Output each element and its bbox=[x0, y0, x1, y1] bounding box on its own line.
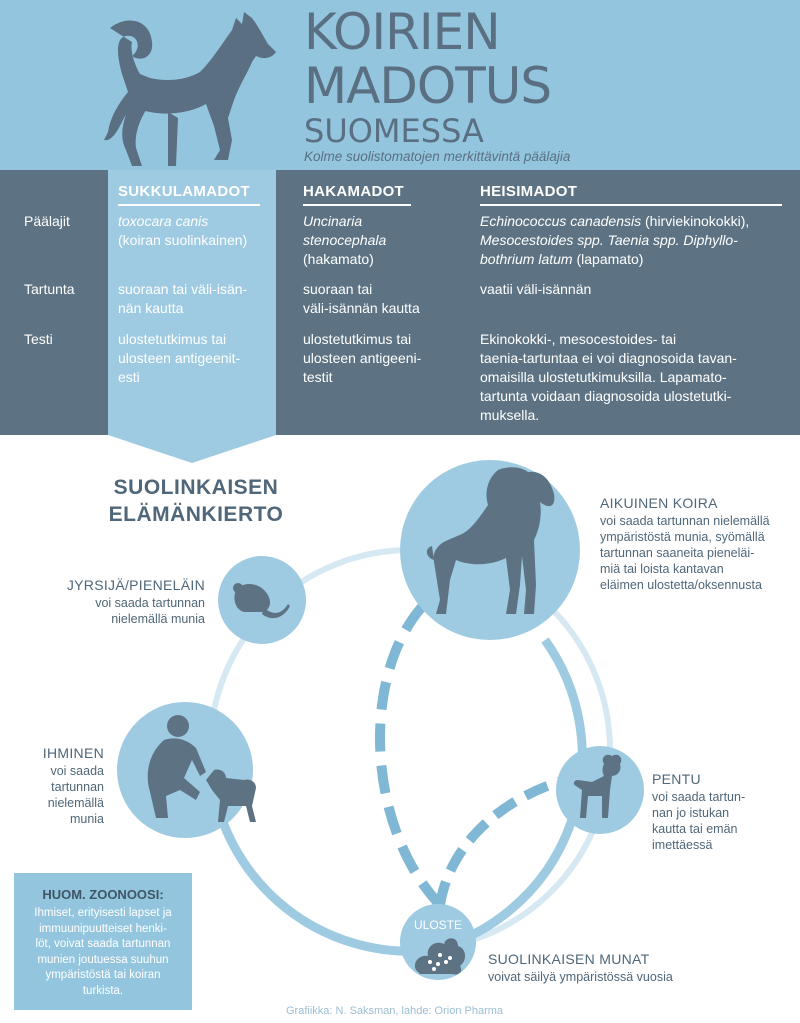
zoonosis-body bbox=[20, 906, 186, 999]
cell-text: vaatii väli-isännän bbox=[480, 281, 592, 297]
zoonosis-line: Ihmiset, erityisesti lapset ja bbox=[34, 907, 172, 919]
cell-text: tartunta voidaan diagnosoida ulostetutki- bbox=[480, 388, 732, 404]
adult-dog-line: voi saada tartunnan nielemällä bbox=[600, 514, 770, 528]
cell-text: nän kautta bbox=[118, 300, 184, 316]
zoonosis-line: immuunipuutteiset henki- bbox=[39, 922, 167, 935]
puppy-title: PENTU bbox=[652, 771, 701, 787]
subtitle: Kolme suolistomatojen merkittävintä päälajia bbox=[304, 149, 571, 164]
puppy-label bbox=[652, 770, 792, 853]
title-line-1: KOIRIEN bbox=[304, 3, 500, 61]
adult-dog-title: AIKUINEN KOIRA bbox=[600, 495, 718, 511]
rodent-label bbox=[40, 576, 205, 627]
lifecycle-title-line2: ELÄMÄNKIERTO bbox=[108, 503, 284, 526]
eggs-label bbox=[488, 950, 788, 985]
column-header-hakamadot: HAKAMADOT bbox=[303, 182, 411, 206]
column-header-sukkulamadot: SUKKULAMADOT bbox=[118, 182, 260, 206]
cell-text: ulostetutkimus tai bbox=[303, 331, 412, 347]
adult-dog-line: eläimen ulostetta/oksennusta bbox=[600, 578, 762, 592]
cell-text: suoraan tai väli-isän- bbox=[118, 281, 248, 297]
row-label-testi: Testi bbox=[24, 331, 53, 347]
cell-text: ulostetutkimus tai bbox=[118, 331, 227, 347]
adult-dog-line: miä tai loista kantavan bbox=[600, 562, 724, 576]
title-line-3: SUOMESSA bbox=[304, 112, 484, 150]
zoonosis-note bbox=[14, 873, 192, 1010]
cell-text: (hakamato) bbox=[303, 251, 374, 267]
cell-text: testit bbox=[303, 369, 333, 385]
cell-text: Ekinokokki-, mesocestoides- tai bbox=[480, 331, 677, 347]
lifecycle-title bbox=[96, 474, 296, 528]
cell-text: esti bbox=[118, 369, 140, 385]
credit-line: Grafiikka: N. Saksman, lahde: Orion Pharma bbox=[286, 1005, 504, 1017]
cell-italic: toxocara canis bbox=[118, 213, 209, 229]
puppy-line: voi saada tartun- bbox=[652, 790, 746, 804]
adult-dog-line: ympäristöstä munia, syömällä bbox=[600, 530, 765, 544]
puppy-line: nan jo istukan bbox=[652, 806, 730, 820]
human-line: voi saada bbox=[50, 764, 104, 778]
cell-text: muksella. bbox=[480, 407, 540, 423]
cell-text: ulosteen antigeenit- bbox=[118, 350, 241, 366]
human-line: munia bbox=[69, 812, 104, 826]
cell-italic: stenocephala bbox=[303, 232, 387, 248]
cell-text: ulosteen antigeeni- bbox=[303, 350, 422, 366]
human-title: IHMINEN bbox=[42, 745, 104, 761]
zoonosis-line: löt, voivat saada tartunnan bbox=[35, 938, 171, 950]
cell-text: (koiran suolinkainen) bbox=[118, 232, 248, 248]
cell-italic: Mesocestoides spp. Taenia spp. Diphyllo- bbox=[480, 232, 738, 248]
zoonosis-line: munien joutuessa suuhun bbox=[37, 953, 169, 966]
cell-italic: Uncinaria bbox=[303, 213, 363, 229]
adult-dog-label bbox=[600, 494, 796, 593]
rodent-line: nielemällä munia bbox=[111, 612, 205, 626]
column-header-heisimadot: HEISIMADOT bbox=[480, 182, 782, 206]
zoonosis-title: HUOM. ZOONOOSI: bbox=[42, 887, 164, 902]
eggs-title: SUOLINKAISEN MUNAT bbox=[488, 951, 650, 967]
cell-text: omaisilla ulostetutkimuksilla. Lapamato- bbox=[480, 369, 727, 385]
cell-text: taenia-tartuntaa ei voi diagnosoida tavan- bbox=[480, 350, 737, 366]
row-label-tartunta: Tartunta bbox=[24, 281, 75, 297]
cell-text: (lapamato) bbox=[572, 251, 644, 267]
zoonosis-line: ympäristöstä tai koiran bbox=[45, 969, 161, 981]
rodent-title: JYRSIJÄ/PIENELÄIN bbox=[66, 577, 205, 593]
cell-italic: Echinococcus canadensis bbox=[480, 213, 642, 229]
puppy-line: imettäessä bbox=[652, 838, 713, 852]
title-line-2: MADOTUS bbox=[304, 57, 552, 115]
zoonosis-line: turkista. bbox=[82, 984, 124, 997]
rodent-line: voi saada tartunnan bbox=[95, 596, 205, 610]
adult-dog-line: tartunnan saaneita pieneläi- bbox=[600, 546, 755, 560]
dashed-path-feces-to-dog bbox=[380, 590, 440, 905]
cell-text: (hirviekinokokki), bbox=[641, 213, 750, 229]
puppy-line: kautta tai emän bbox=[652, 822, 738, 836]
row-label-paalajit: Päälajit bbox=[24, 213, 70, 229]
lifecycle-title-line1: SUOLINKAISEN bbox=[113, 476, 279, 499]
feces-circle-label: ULOSTE bbox=[413, 918, 462, 932]
cell-text: suoraan tai bbox=[303, 281, 373, 297]
cell-text: väli-isännän kautta bbox=[303, 300, 420, 316]
human-line: nielemällä bbox=[47, 796, 104, 810]
human-label bbox=[20, 744, 104, 827]
cell-italic: bothrium latum bbox=[480, 251, 573, 267]
eggs-line: voivat säilyä ympäristössä vuosia bbox=[488, 970, 673, 984]
human-line: tartunnan bbox=[51, 780, 104, 794]
